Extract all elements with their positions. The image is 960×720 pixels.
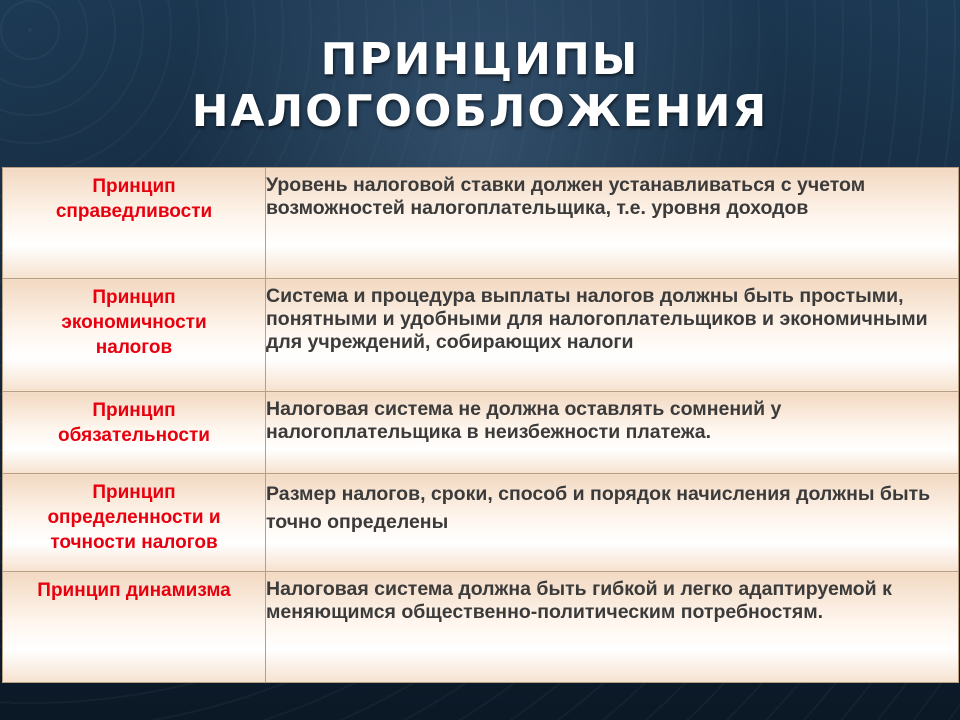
table-row xyxy=(3,474,959,572)
principle-name: Принцип справедливости xyxy=(55,176,213,222)
slide-title xyxy=(0,34,960,138)
principle-description: Налоговая система не должна оставлять сомнений у налогоплательщика в неизбежности платежа. xyxy=(266,398,782,443)
slide-title-line-1: ПРИНЦИПЫ xyxy=(320,34,640,85)
principle-name-cell xyxy=(3,474,266,572)
table-row xyxy=(3,392,959,474)
table-row xyxy=(3,572,959,683)
slide-title-line-2: НАЛОГООБЛОЖЕНИЯ xyxy=(191,86,769,137)
principle-description-cell xyxy=(266,572,959,683)
principle-name-cell xyxy=(3,279,266,392)
principle-description-cell xyxy=(266,392,959,474)
table-row xyxy=(3,168,959,279)
principles-table xyxy=(2,167,959,683)
principle-description-cell xyxy=(266,474,959,572)
principle-name-cell xyxy=(3,168,266,279)
principle-name: Принцип экономичности налогов xyxy=(61,287,207,358)
principle-description: Уровень налоговой ставки должен устанавливаться с учетом возможностей налогоплательщика, т.е. уровня доходов xyxy=(266,174,866,219)
principle-description-cell xyxy=(266,279,959,392)
principle-description-cell xyxy=(266,168,959,279)
principle-name: Принцип определенности и точности налогов xyxy=(47,482,221,553)
principle-name: Принцип обязательности xyxy=(58,400,210,446)
principle-description: Размер налогов, сроки, способ и порядок начисления должны быть точно определены xyxy=(266,483,931,533)
principle-name-cell xyxy=(3,572,266,683)
principle-description: Система и процедура выплаты налогов должны быть простыми, понятными и удобными для налогоплательщиков и экономичными для учреждений, собирающих налоги xyxy=(266,285,928,353)
principle-description: Налоговая система должна быть гибкой и легко адаптируемой к меняющимся общественно-политическим потребностям. xyxy=(266,578,892,623)
principle-name: Принцип динамизма xyxy=(37,580,231,601)
principle-name-cell xyxy=(3,392,266,474)
table-row xyxy=(3,279,959,392)
